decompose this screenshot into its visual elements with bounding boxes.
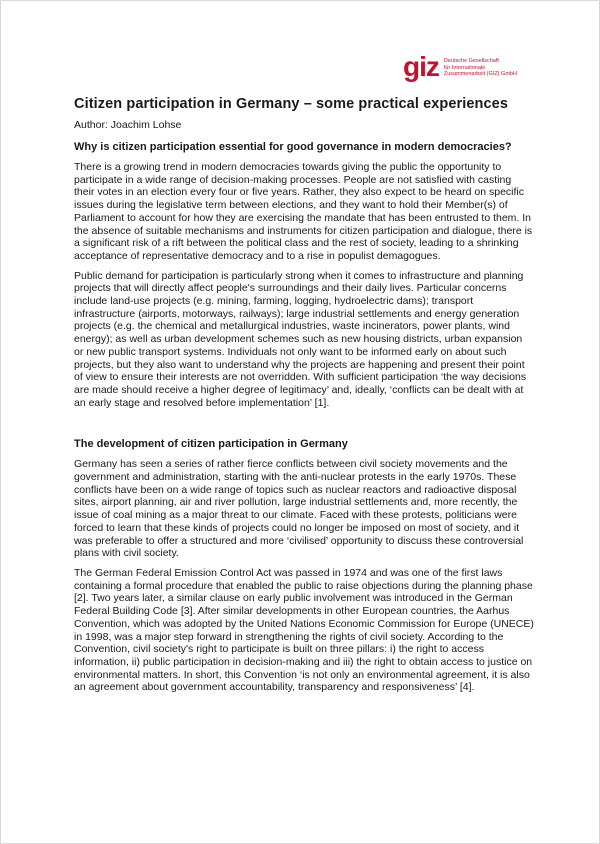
- paragraph-4: The German Federal Emission Control Act was passed in 1974 and was one of the first laws containing a formal procedure that enabled the public to raise objections during the planning phase [2]. Two years later, a similar clause on early public involvement was introduced in the German Federal Building Code [3]. After similar developments in other European countries, the Aarhus Convention, which was adopted by the United Nations Economic Commission for Europe (UNECE) in 1998, was a major step forward in strengthening the rights of civil society. According to the Convention, civil society's right to participate is built on three pillars: i) the right to access information, ii) public participation in decision-making and iii) the right to obtain access to justice on environmental matters. In short, this Convention ‘is not only an environmental agreement, it is also an agreement about government accountability, transparency and responsiveness’ [4].: [74, 566, 534, 694]
- paragraph-2: Public demand for participation is particularly strong when it comes to infrastructure and planning projects that will directly affect people's surroundings and their daily lives. Particular concerns include land-use projects (e.g. mining, farming, logging, hydroelectric dams); transport infrastructure (airports, motorways, railways); large industrial settlements and energy generation projects (e.g. the chemical and metallurgical industries, waste incinerators, power plants, wind energy); as well as urban development schemes such as new housing districts, urban expansion or new public transport systems. Individuals not only want to be informed early on about such projects, but they also want to understand why the projects are happening and present their point of view to ensure their interests are not overridden. With sufficient participation ‘the way decisions are made should receive a higher degree of legitimacy’ and, ideally, ‘conflicts can be dealt with at an early stage and resolved before implementation’ [1].: [74, 269, 527, 409]
- heading-development: The development of citizen participation in Germany: [74, 438, 348, 451]
- document-body: [74, 95, 534, 694]
- giz-logo-mark: giz: [403, 51, 439, 82]
- logo-line-1: Deutsche Gesellschaft: [443, 58, 499, 64]
- document-title: Citizen participation in Germany – some practical experiences: [74, 96, 509, 112]
- logo-line-3: Zusammenarbeit (GIZ) GmbH: [443, 71, 517, 77]
- giz-logo: [403, 53, 517, 81]
- author-line: Author: Joachim Lohse: [74, 119, 182, 131]
- logo-line-2: für Internationale: [443, 64, 486, 71]
- paragraph-1: There is a growing trend in modern democracies towards giving the public the opportunity to participate in a wide range of decision-making processes. People are not satisfied with casting their votes in an election every four or five years. Rather, they also expect to be heard on specific issues during the legislative term between elections, and they want to hold their Member(s) of Parliament to account for how they are exercising the mandate that has been entrusted to them. In the absence of suitable mechanisms and instruments for citizen participation and dialogue, there is a significant risk of a rift between the political class and the rest of society, leading to a shrinking acceptance of representative democracy and to a rise in populist demagogues.: [74, 161, 533, 262]
- heading-why-participation: Why is citizen participation essential for good governance in modern democracies?: [74, 141, 512, 153]
- paragraph-3: Germany has seen a series of rather fierce conflicts between civil society movements and the government and administration, starting with the anti-nuclear protests in the early 1970s. These conflicts have been on a wide range of topics such as nuclear reactors and radioactive disposal sites, airport planning, air and river pollution, large industrial settlements and, more recently, the issue of coal mining as a major threat to our climate. Faced with these protests, politicians were forced to learn that these kinds of projects could no longer be imposed on most of society, and it was preferable to offer a structured and more ‘civilised’ opportunity to discuss these controversial plans with civil society.: [74, 458, 524, 560]
- giz-logo-text: [444, 58, 517, 78]
